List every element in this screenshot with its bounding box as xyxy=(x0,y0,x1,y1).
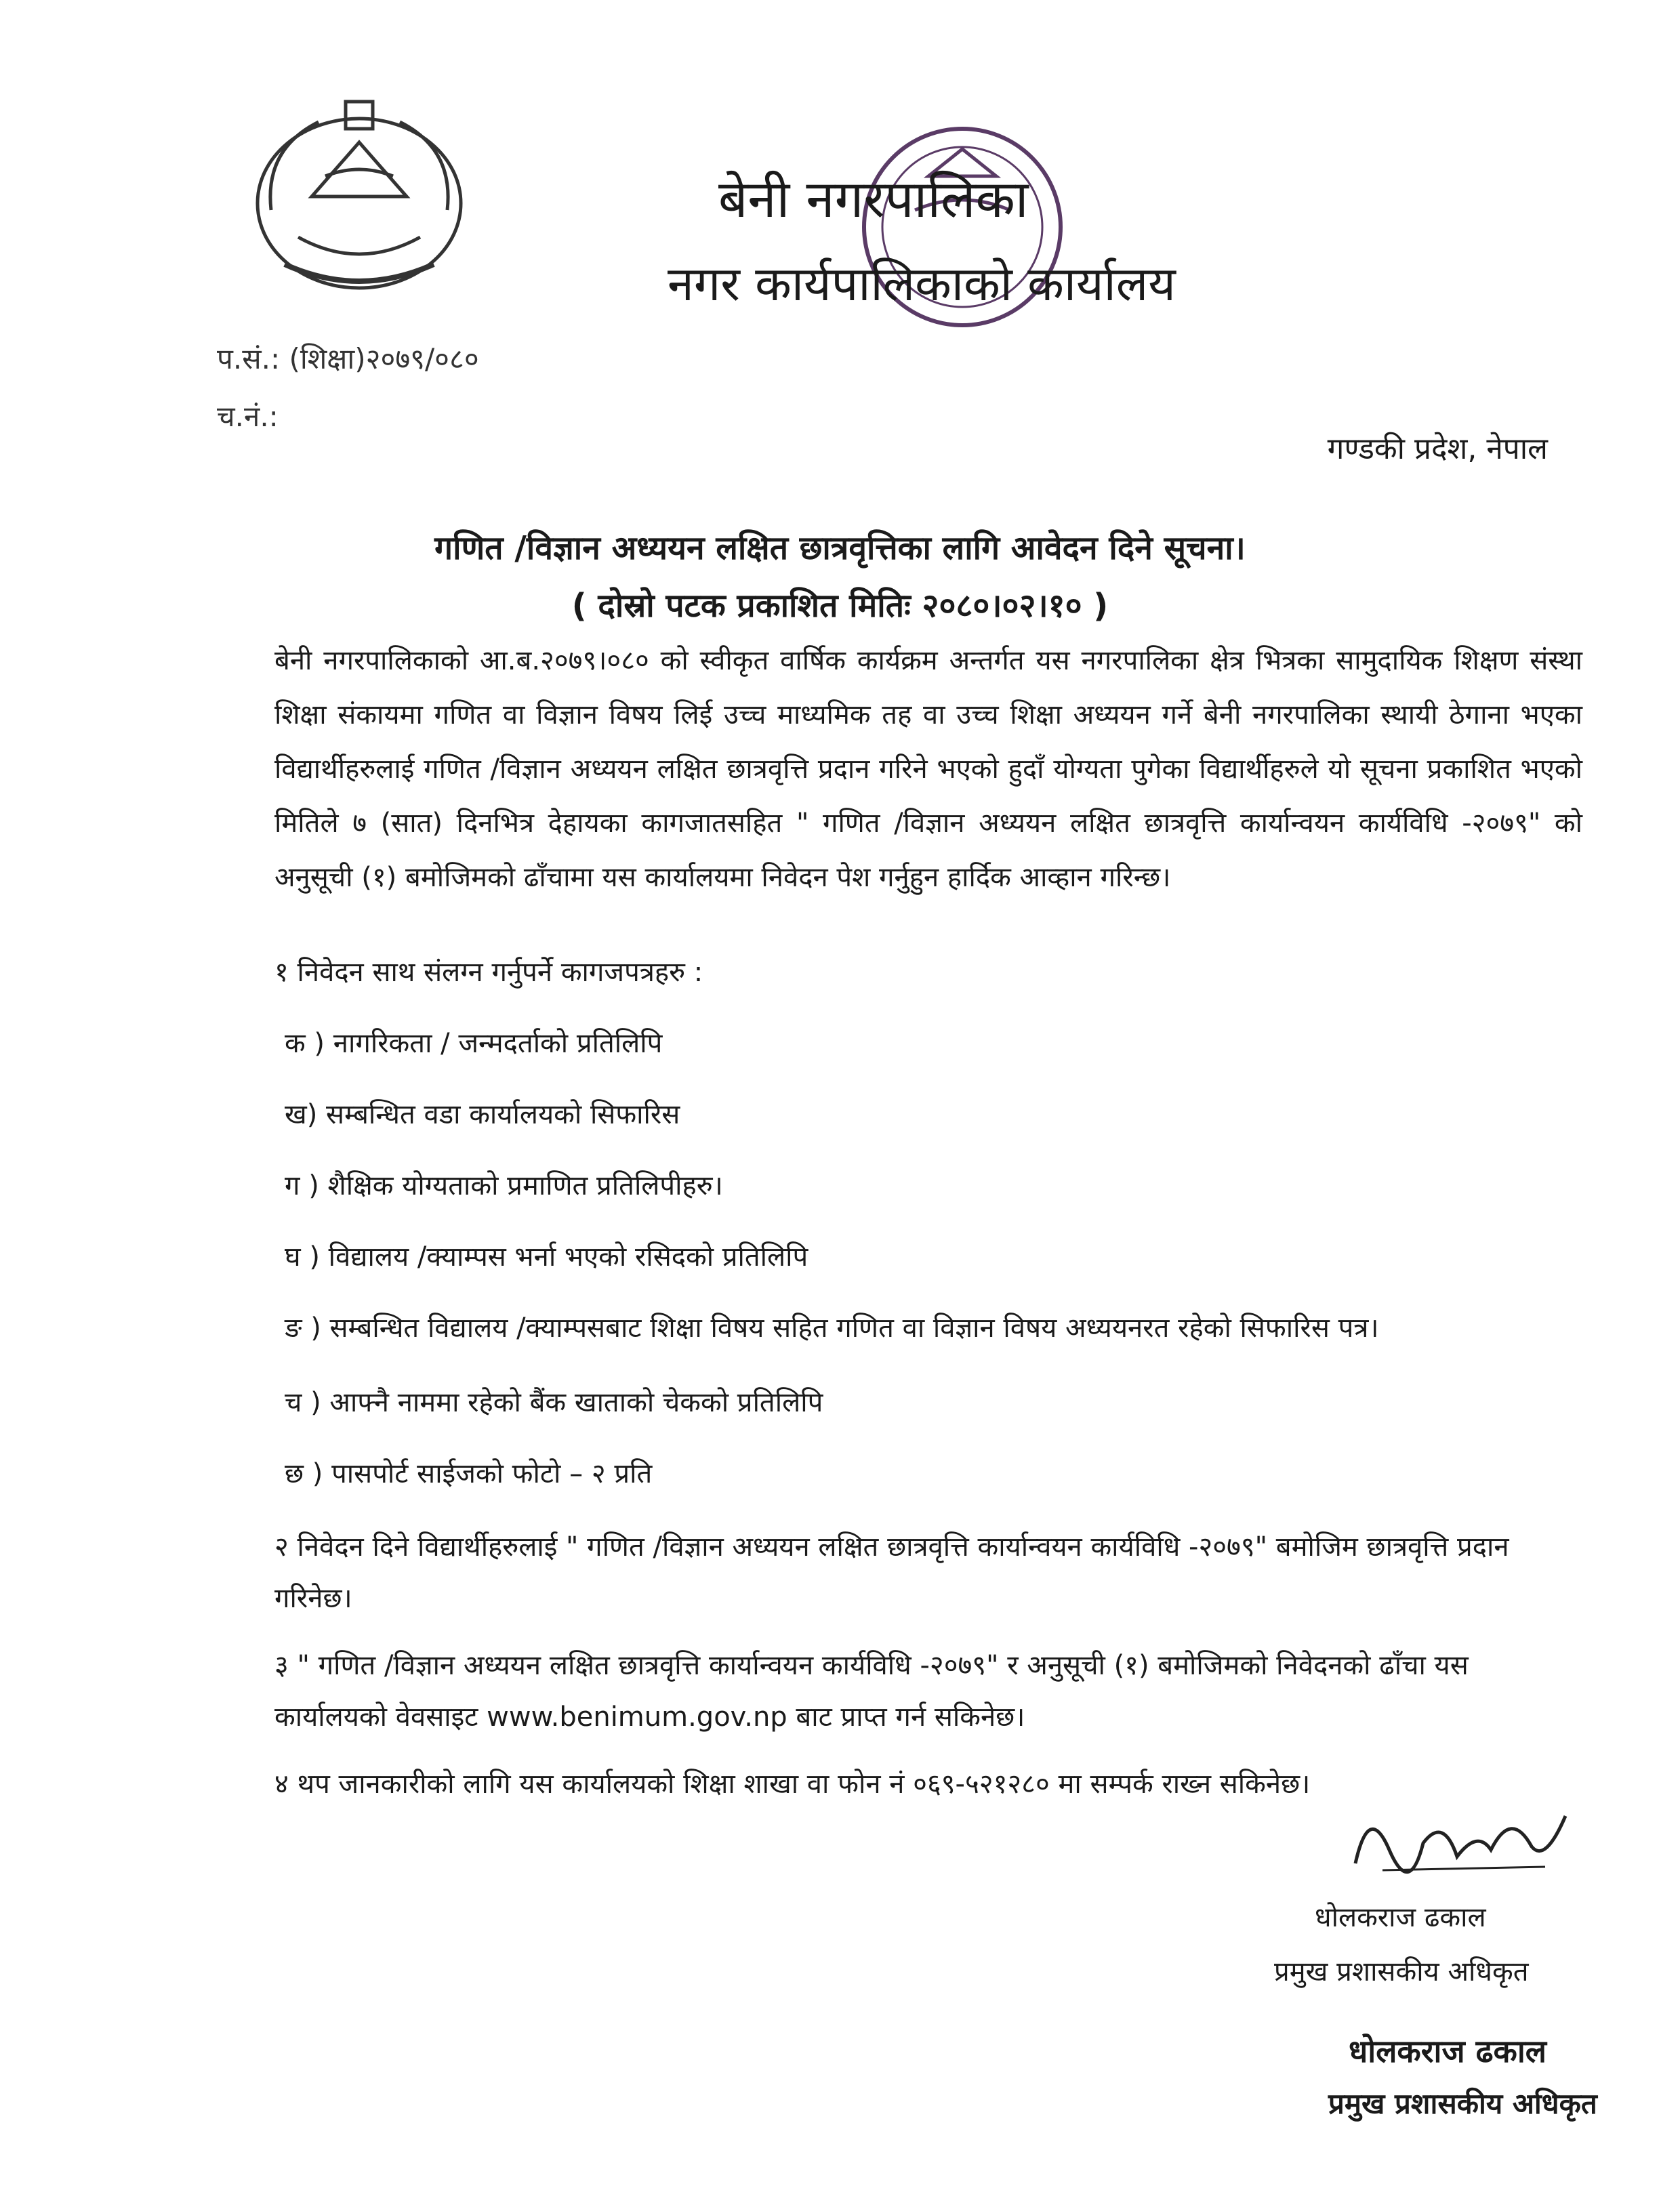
nepal-emblem-icon xyxy=(244,95,474,298)
list-item: घ ) विद्यालय /क्याम्पस भर्ना भएको रसिदको प्रतिलिपि xyxy=(285,1241,808,1273)
notice-point-2: २ निवेदन दिने विद्यार्थीहरुलाई " गणित /विज्ञान अध्ययन लक्षित छात्रवृत्ति कार्यान्वयन कार्यविधि -२०७९" बमोजिम छात्रवृत्ति प्रदान गरिनेछ। xyxy=(274,1531,1509,1614)
notice-point-3: ३ " गणित /विज्ञान अध्ययन लक्षित छात्रवृत्ति कार्यान्वयन कार्यविधि -२०७९" र अनुसूची (१) बमोजिमको निवेदनको ढाँचा यस कार्यालयको वेवसाइट www.benimum.gov.np बाट प्राप्त गर्न सकिनेछ। xyxy=(274,1650,1469,1733)
signatory-designation: प्रमुख प्रशासकीय अधिकृत xyxy=(1274,1956,1529,1987)
office-subtitle: नगर कार्यपालिकाको कार्यालय xyxy=(668,256,1176,312)
list-item: छ ) पासपोर्ट साईजको फोटो – २ प्रति xyxy=(285,1458,653,1489)
list-item: ङ ) सम्बन्धित विद्यालय /क्याम्पसबाट शिक्षा विषय सहित गणित वा विज्ञान विषय अध्ययनरत रहेको सिफारिस पत्र। xyxy=(285,1313,1379,1344)
signatory-name: धोलकराज ढकाल xyxy=(1315,1902,1486,1933)
notice-title: गणित /विज्ञान अध्ययन लक्षित छात्रवृत्तिका लागि आवेदन दिने सूचना। xyxy=(434,529,1246,567)
list-item: ग ) शैक्षिक योग्यताको प्रमाणित प्रतिलिपीहरु। xyxy=(285,1170,723,1201)
documents-list-heading: १ निवेदन साथ संलग्न गर्नुपर्ने कागजपत्रहरु : xyxy=(274,957,703,988)
designation-stamp: प्रमुख प्रशासकीय अधिकृत xyxy=(1328,2087,1597,2120)
list-item: च ) आफ्नै नाममा रहेको बैंक खाताको चेकको प्रतिलिपि xyxy=(285,1387,823,1418)
list-item: क ) नागरिकता / जन्मदर्ताको प्रतिलिपि xyxy=(285,1028,663,1059)
office-name: बेनी नगरपालिका xyxy=(718,169,1029,229)
reference-number: प.सं.: (शिक्षा)२०७९/०८० xyxy=(217,342,479,375)
notice-subtitle: ( दोस्रो पटक प्रकाशित मितिः २०८०।०२।१० ) xyxy=(571,587,1109,625)
notice-point-4: ४ थप जानकारीको लागि यस कार्यालयको शिक्षा शाखा वा फोन नं ०६९-५२१२८० मा सम्पर्क राख्न सकिनेछ। xyxy=(274,1769,1311,1800)
dispatch-number: च.नं.: xyxy=(217,400,279,433)
name-stamp: धोलकराज ढकाल xyxy=(1349,2033,1546,2069)
notice-body: बेनी नगरपालिकाको आ.ब.२०७९।०८० को स्वीकृत वार्षिक कार्यक्रम अन्तर्गत यस नगरपालिका क्षेत्र भित्रका सामुदायिक शिक्षण संस्था शिक्षा संकायमा गणित वा विज्ञान विषय लिई उच्च माध्यमिक तह वा उच्च शिक्षा अध्ययन गर्ने बेनी नगरपालिका स्थायी ठेगाना भएका विद्यार्थीहरुलाई गणित /विज्ञान अध्ययन लक्षित छात्रवृत्ति प्रदान गरिने भएको हुदाँ योग्यता पुगेका विद्यार्थीहरुले यो सूचना प्रकाशित भएको मितिले ७ (सात) दिनभित्र देहायका कागजातसहित " गणित /विज्ञान अध्ययन लक्षित छात्रवृत्ति कार्यान्वयन कार्यविधि -२०७९" को अनुसूची (१) बमोजिमको ढाँचामा यस कार्यालयमा निवेदन पेश गर्नुहुन हार्दिक आव्हान गरिन्छ। xyxy=(274,645,1582,893)
province-address: गण्डकी प्रदेश, नेपाल xyxy=(1327,432,1548,466)
handwritten-signature xyxy=(1342,1789,1586,1891)
list-item: ख) सम्बन्धित वडा कार्यालयको सिफारिस xyxy=(285,1099,680,1130)
